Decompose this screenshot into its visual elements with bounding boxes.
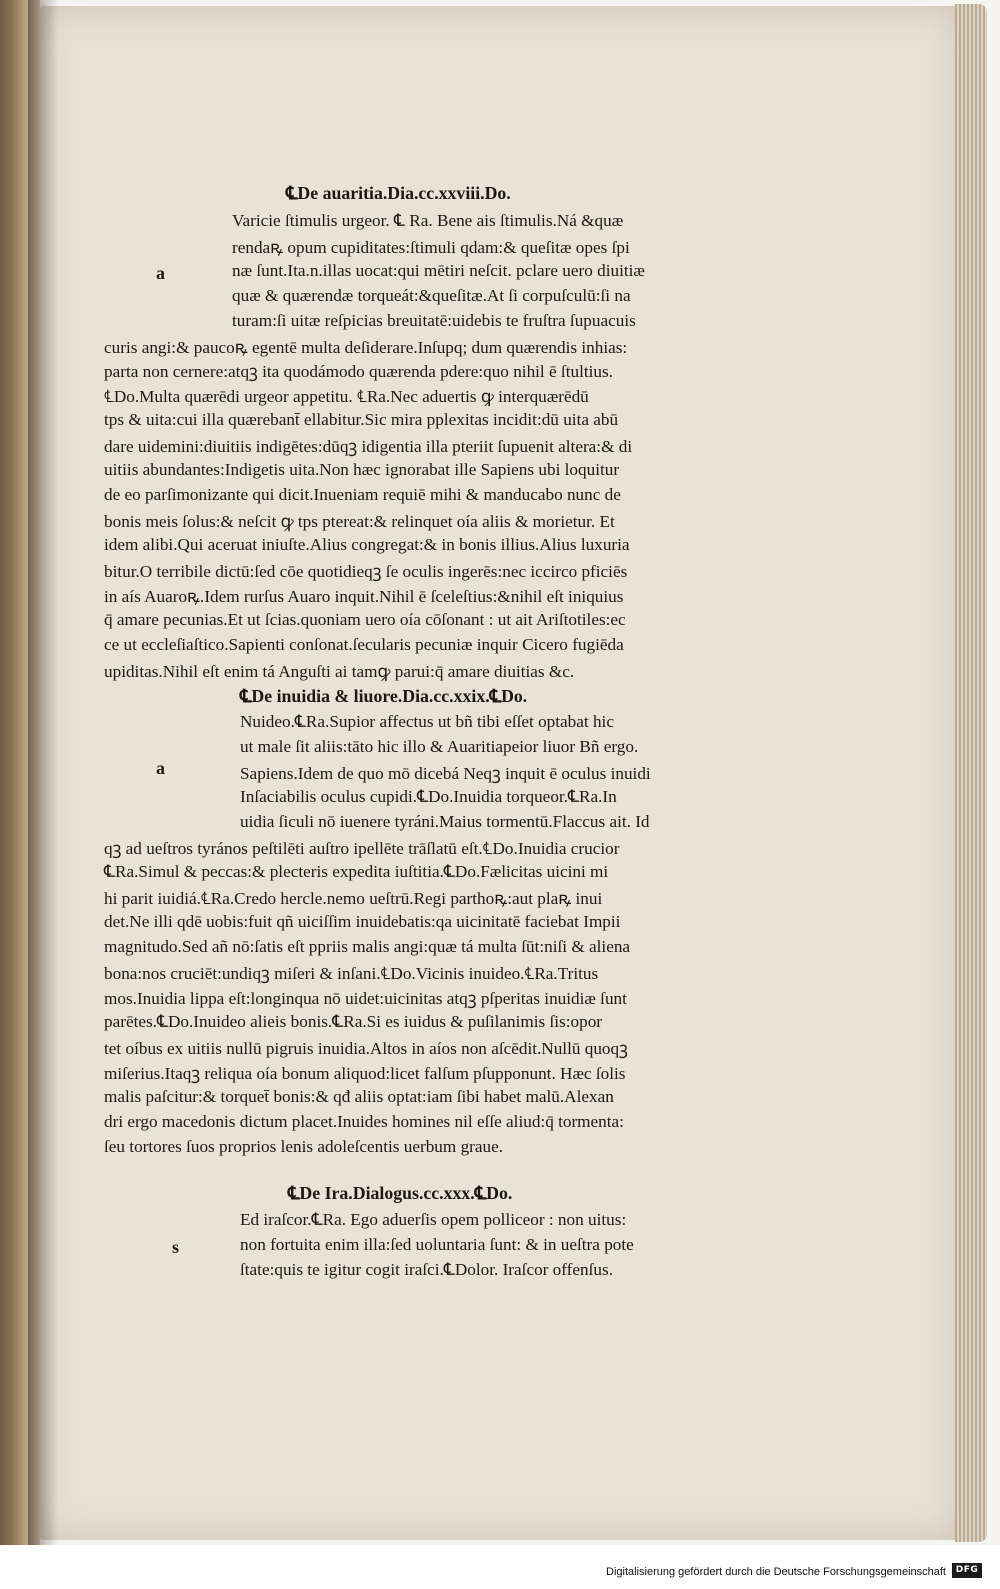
dfg-logo: DFG <box>952 1563 982 1578</box>
text-line: hi parit iuidiá.℄Ra.Credo hercle.nemo ueſtrū.Regi parthoꝶ:aut plaꝶ inui <box>104 889 603 908</box>
text-line: de eo parſimonizante qui dicit.Inueniam requiē mihi & manducabo nunc de <box>104 485 621 504</box>
text-line: Ed iraſcor.℄Ra. Ego aduerſis opem polliceor : non uitus: <box>240 1210 627 1229</box>
text-line: bona:nos cruciēt:undiqꝫ miſeri & inſani.℄Do.Vicinis inuideo.℄Ra.Tritus <box>104 964 599 983</box>
section-heading-avaritia: ℄De auaritia.Dia.cc.xxviii.Do. <box>286 183 511 203</box>
text-line: uitiis abundantes:Indigetis uita.Non hæc ignorabat ille Sapiens ubi loquitur <box>104 460 620 479</box>
text-line: magnitudo.Sed añ nō:ſatis eſt ppriis malis angi:quæ tá multa ſūt:niſi & aliena <box>104 937 631 956</box>
text-line: ſtate:quis te igitur cogit iraſci.℄Dolor. Iraſcor offenſus. <box>240 1260 613 1279</box>
text-line: rendaꝶ opum cupiditates:ſtimuli qdam:& queſitæ opes ſpi <box>232 238 630 257</box>
text-line: non fortuita enim illa:ſed uoluntaria ſunt: & in ueſtra pote <box>240 1235 634 1254</box>
text-line: mos.Inuidia lippa eſt:longinqua nō uidet:uicinitas atqꝫ pſperitas inuidiæ ſunt <box>104 989 627 1008</box>
text-line: bonis meis ſolus:& neſcit ꝙ tps ptereat:& relinquet oía aliis & morietur. Et <box>104 512 615 531</box>
margin-letter: a <box>156 263 165 283</box>
text-line: bitur.O terribile dictū:ſed cōe quotidieqꝫ ſe oculis ingerēs:nec iccirco pficiēs <box>104 562 628 581</box>
text-line: idem alibi.Qui aceruat iniuſte.Alius congregat:& in bonis illius.Alius luxuria <box>104 535 630 554</box>
margin-letter: a <box>156 758 165 778</box>
text-line: tps & uita:cui illa quærebant̄ ellabitur.Sic mira pplexitas incidit:dū uita abū <box>104 410 619 429</box>
text-line: det.Ne illi qdē uobis:fuit qñ uiciſſim inuidebatis:qa uicinitatē faciebat Impii <box>104 912 621 931</box>
text-line: ut male ſit aliis:tāto hic illo & Auaritiapeior liuor Bñ ergo. <box>240 737 639 756</box>
section-heading-invidia: ℄De inuidia & liuore.Dia.cc.xxix.℄Do. <box>240 686 528 706</box>
text-line: uidia ſiculi nō iuenere tyráni.Maius tormentū.Flaccus ait. Id <box>240 812 650 831</box>
text-line: malis paſcitur:& torquet̄ bonis:& qđ aliis optat:iam ſibi habet malū.Alexan <box>104 1087 614 1106</box>
text-line: q̄ amare pecunias.Et ut ſcias.quoniam uero oía cōſonant : ut ait Ariſtotiles:ec <box>104 610 626 629</box>
footer-credit: Digitalisierung gefördert durch die Deutsche Forschungsgemeinschaft <box>606 1566 946 1578</box>
section-heading-ira: ℄De Ira.Dialogus.cc.xxx.℄Do. <box>288 1183 513 1203</box>
text-line: miſerius.Itaqꝫ reliqua oía bonum aliquod:licet falſum pſupponunt. Hæc ſolis <box>104 1064 626 1083</box>
text-line: curis angi:& paucoꝶ egentē multa deſiderare.Inſupq; dum quærendis inhias: <box>104 338 628 357</box>
text-line: ℄Ra.Simul & peccas:& plecteris expedita iuſtitia.℄Do.Fælicitas uicini mi <box>104 862 609 881</box>
text-line: upiditas.Nihil eſt enim tá Anguſti ai tamꝙ parui:q̄ amare diuitias &c. <box>104 662 575 681</box>
text-line: Sapiens.Idem de quo mō dicebá Neqꝫ inquit ē oculus inuidi <box>240 764 651 783</box>
margin-letter: s <box>172 1237 180 1257</box>
text-line: Varicie ſtimulis urgeor. ℄ Ra. Bene ais ſtimulis.Ná &quæ <box>232 211 624 230</box>
text-line: ſeu tortores ſuos proprios lenis adoleſcentis uerbum graue. <box>104 1137 504 1156</box>
text-line: turam:ſi uitæ reſpicias breuitatē:uidebis te fruſtra ſupuacuis <box>232 311 636 330</box>
text-line: qꝫ ad ueſtros tyrános peſtilēti auſtro ipellēte trāſlatū eſt.℄Do.Inuidia crucior <box>104 839 620 858</box>
text-line: Inſaciabilis oculus cupidi.℄Do.Inuidia torqueor.℄Ra.In <box>240 787 617 806</box>
text-line: dri ergo macedonis dictum placet.Inuides homines nil eſſe aliud:q̄ tormenta: <box>104 1112 624 1131</box>
text-line: ce ut eccleſiaſtico.Sapienti conſonat.ſecularis pecuniæ inquir Cicero fugiēda <box>104 635 624 654</box>
text-line: parta non cernere:atqꝫ ita quodámodo quærenda pdere:quo nihil ē ſtultius. <box>104 362 613 381</box>
text-line: næ ſunt.Ita.n.illas uocat:qui mētiri neſcit. pclare uero diuitiæ <box>232 261 645 280</box>
text-line: dare uidemini:diuitiis indigētes:dūqꝫ idigentia illa pteriit ſupuenit altera:& di <box>104 437 633 456</box>
text-line: in aís Auaroꝶ.Idem rurſus Auaro inquit.Nihil ē ſceleſtius:&nihil eſt iniquius <box>104 587 624 606</box>
text-line: ℄Do.Multa quærēdi urgeor appetitu. ℄Ra.Nec aduertis ꝙ interquærēdū <box>104 387 589 406</box>
text-line: Nuideo.℄Ra.Supior affectus ut bñ tibi eſſet optabat hic <box>240 712 614 731</box>
text-line: tet oíbus ex uitiis nullū pigruis inuidia.Altos in aíos non aſcēdit.Nullū quoqꝫ <box>104 1039 628 1058</box>
text-line: quæ & quærendæ torqueát:&queſitæ.At ſi corpuſculū:ſi na <box>232 286 631 305</box>
text-line: parētes.℄Do.Inuideo alieis bonis.℄Ra.Si es iuidus & puſilanimis ſis:opor <box>104 1012 603 1031</box>
